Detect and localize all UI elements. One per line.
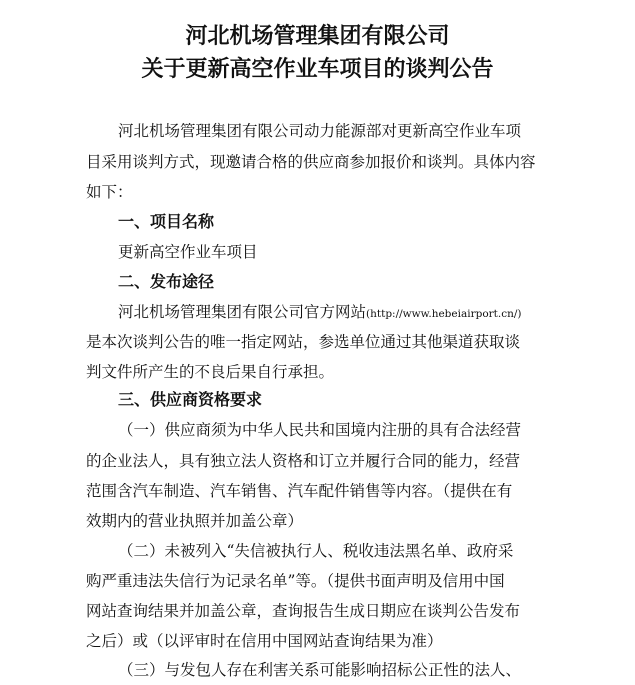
section1-body: 更新高空作业车项目 bbox=[118, 243, 258, 261]
intro-paragraph-line2: 目采用谈判方式，现邀请合格的供应商参加报价和谈判。具体内容 bbox=[86, 153, 536, 171]
requirement2-line2: 购严重违法失信行为记录名单”等。（提供书面声明及信用中国 bbox=[86, 572, 505, 590]
requirement2-line3: 网站查询结果并加盖公章，查询报告生成日期应在谈判公告发布 bbox=[86, 602, 521, 620]
requirement1-line3: 范围含汽车制造、汽车销售、汽车配件销售等内容。（提供在有 bbox=[86, 482, 513, 500]
website-url-link[interactable]: (http://www.hebeiairport.cn/) bbox=[366, 308, 522, 320]
section2-heading: 二、发布途径 bbox=[118, 272, 215, 291]
requirement1-line4: 效期内的营业执照并加盖公章） bbox=[86, 512, 304, 530]
requirement1-line2: 的企业法人，具有独立法人资格和订立并履行合同的能力，经营 bbox=[86, 452, 521, 470]
document-title-line2: 关于更新高空作业车项目的谈判公告 bbox=[141, 57, 494, 82]
requirement2-line4: 之后）或（以评审时在信用中国网站查询结果为准） bbox=[86, 632, 443, 650]
intro-paragraph-line1: 河北机场管理集团有限公司动力能源部对更新高空作业车项 bbox=[118, 122, 522, 140]
section2-line1-text: 河北机场管理集团有限公司官方网站 bbox=[118, 303, 367, 321]
section2-line1 bbox=[118, 297, 522, 329]
section1-heading: 一、项目名称 bbox=[118, 212, 215, 231]
requirement1-line1: （一）供应商须为中华人民共和国境内注册的具有合法经营 bbox=[118, 421, 522, 439]
section2-line3: 判文件所产生的不良后果自行承担。 bbox=[86, 363, 335, 381]
section3-heading: 三、供应商资格要求 bbox=[118, 390, 263, 409]
intro-paragraph-line3: 如下： bbox=[86, 183, 133, 201]
requirement3-line1: （三）与发包人存在利害关系可能影响招标公正性的法人、 bbox=[118, 661, 522, 679]
document-title-line1: 河北机场管理集团有限公司 bbox=[185, 24, 450, 49]
requirement2-line1: （二）未被列入“失信被执行人、税收违法黑名单、政府采 bbox=[118, 542, 514, 560]
section2-line2: 是本次谈判公告的唯一指定网站，参选单位通过其他渠道获取谈 bbox=[86, 333, 521, 351]
